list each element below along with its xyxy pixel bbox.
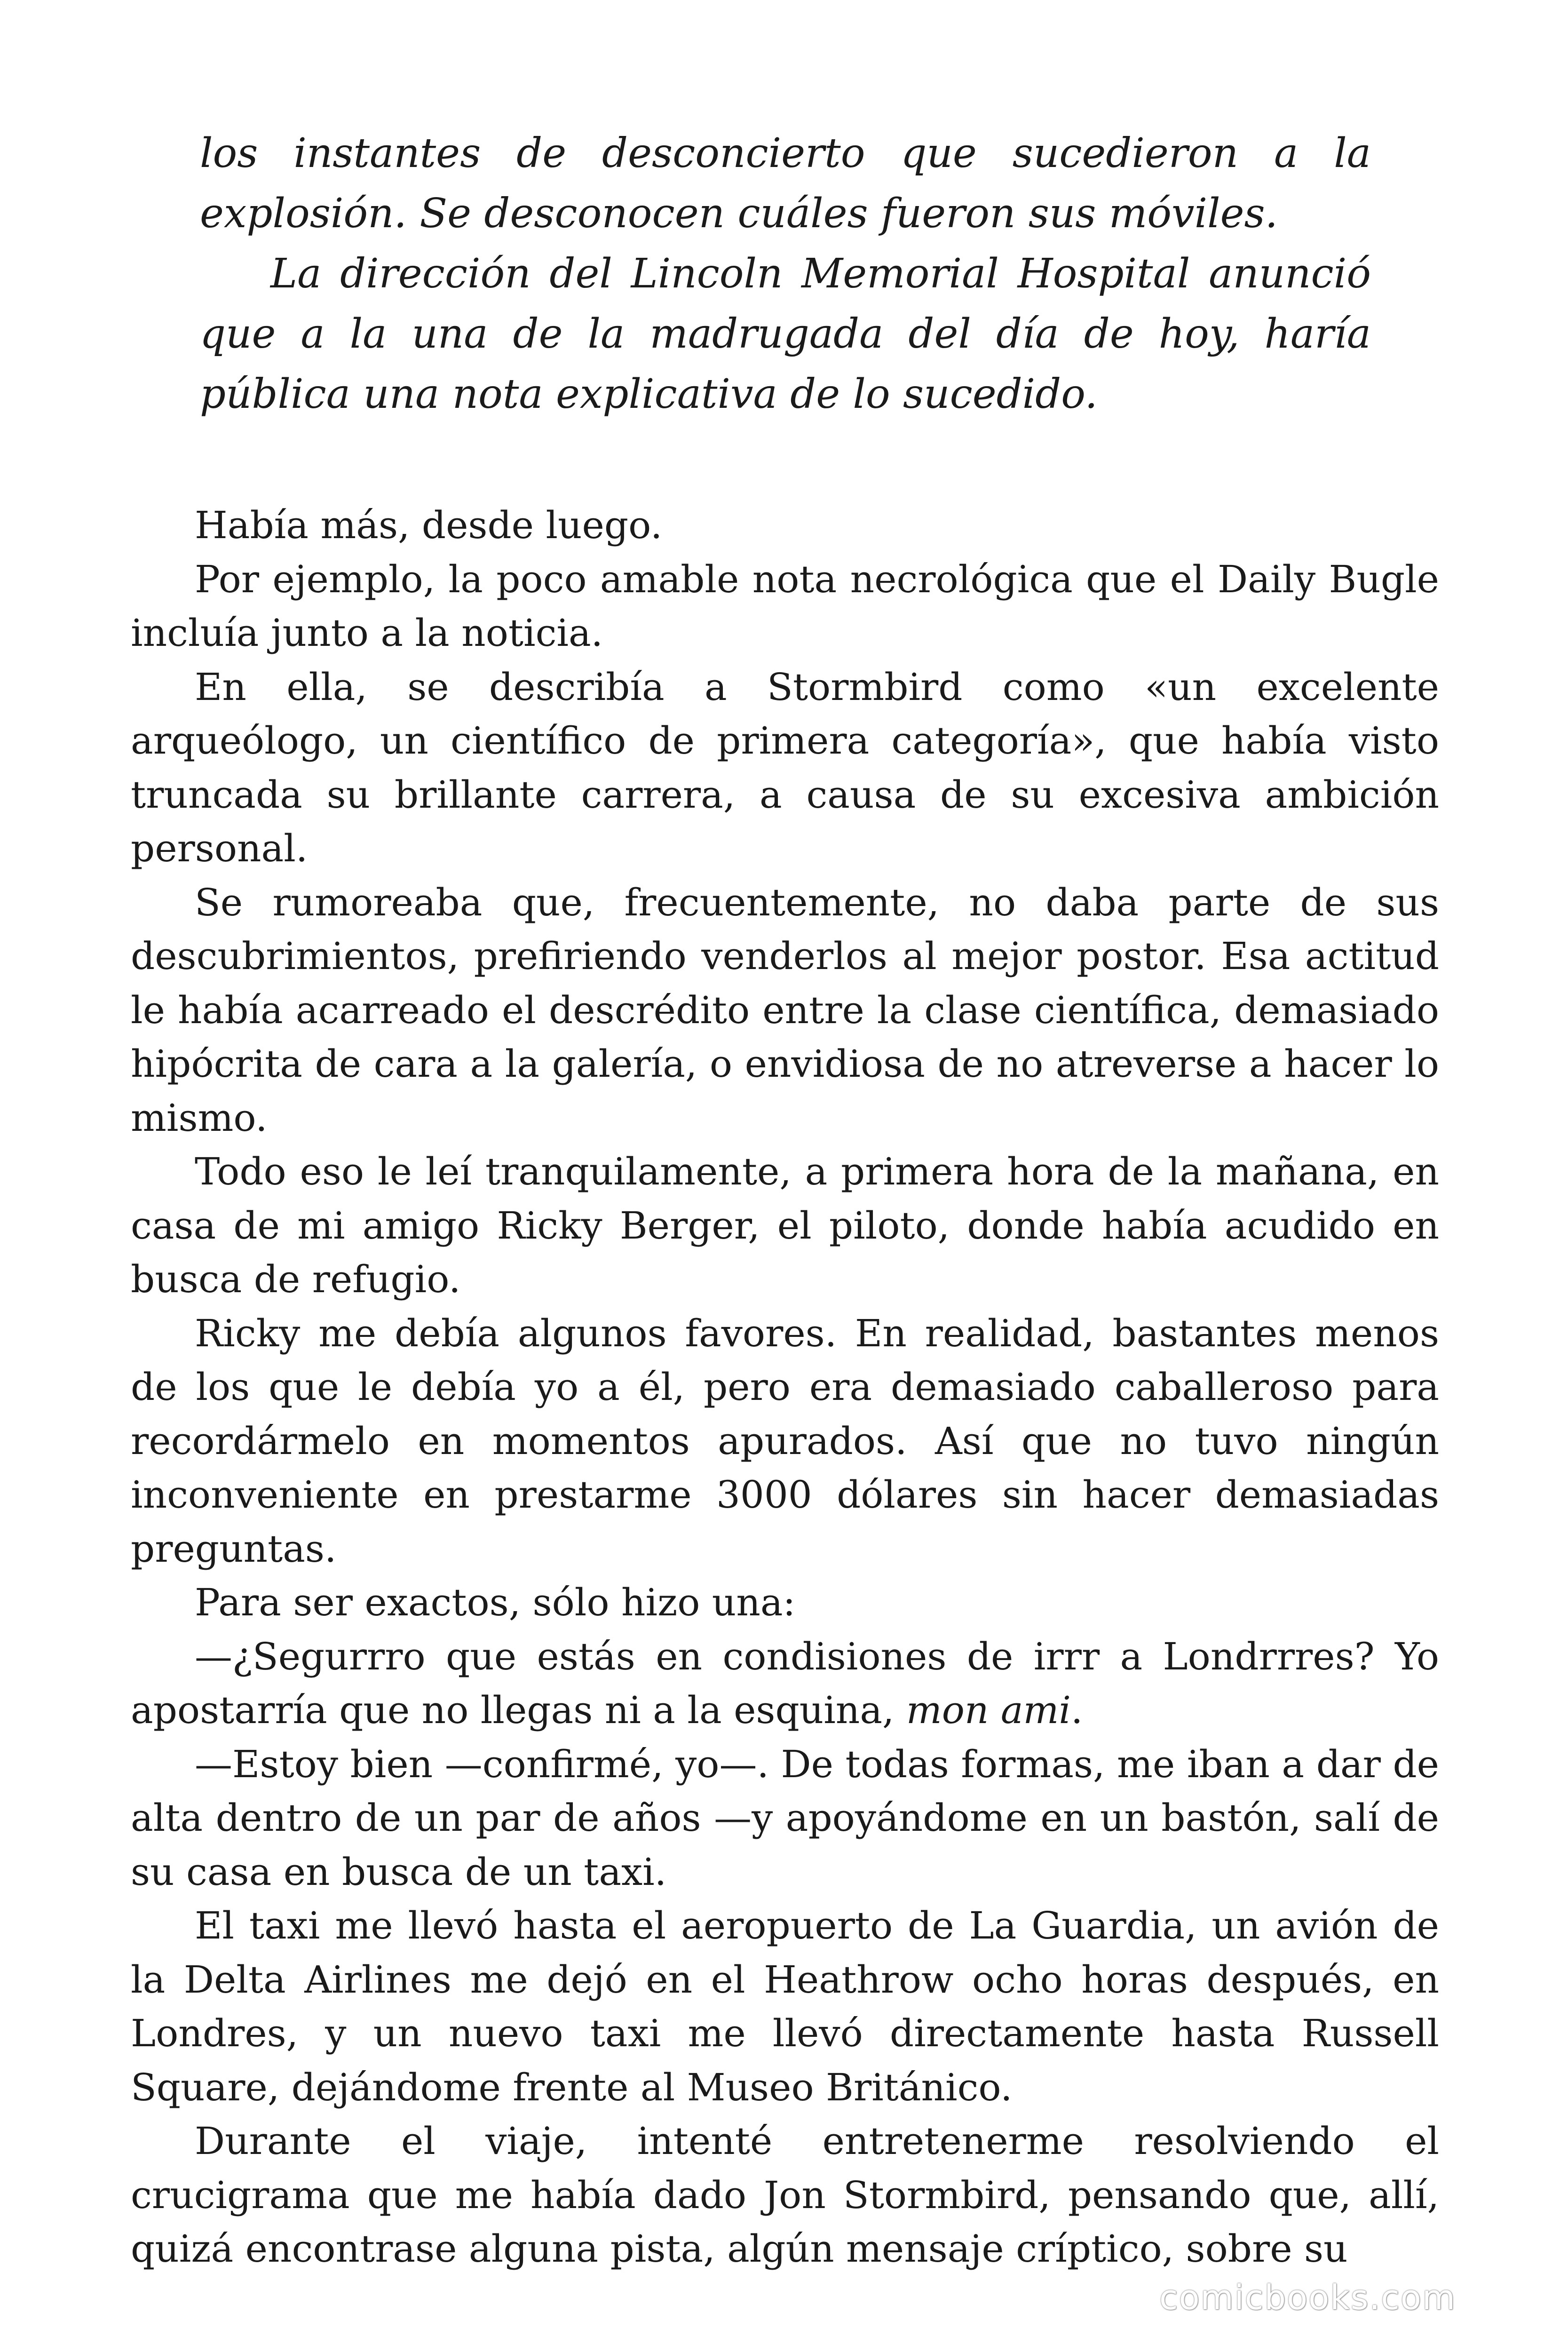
paragraph: El taxi me llevó hasta el aeropuerto de La Guardia, un avión de la Delta Airlines me dejó en el Heathrow ocho horas después, en Londres, y un nuevo taxi me llevó directamente hasta Russell Square, dejándome frente al Museo Británico. — [131, 1904, 1439, 2109]
paragraph: Ricky me debía algunos favores. En realidad, bastantes menos de los que le debía yo a él, pero era demasiado caballeroso para recordármelo en momentos apurados. Así que no tuvo ningún inconveniente en prestarme 3000 dólares sin hacer demasiadas preguntas. — [131, 1311, 1439, 1571]
italic-news-quote — [200, 123, 1371, 424]
dialogue-period: . — [1071, 1688, 1083, 1732]
paragraph: —Estoy bien —confirmé, yo—. De todas formas, me iban a dar de alta dentro de un par de años —y apoyándome en un bastón, salí de su casa en busca de un taxi. — [131, 1742, 1439, 1894]
paragraph: Para ser exactos, sólo hizo una: — [195, 1581, 796, 1624]
paragraph: Todo eso le leí tranquilamente, a primera hora de la mañana, en casa de mi amigo Ricky Berger, el piloto, donde había acudido en busca de refugio. — [131, 1150, 1439, 1301]
paragraph: Durante el viaje, intenté entretenerme resolviendo el crucigrama que me había dado Jon Stormbird, pensando que, allí, quizá encontrase alguna pista, algún mensaje críptico, sobre su — [131, 2119, 1439, 2271]
quote-paragraph: La dirección del Lincoln Memorial Hospital anunció que a la una de la madrugada del día de hoy, haría pública una nota explicativa de lo sucedido. — [200, 250, 1371, 418]
quote-paragraph: los instantes de desconcierto que sucedieron a la explosión. Se desconocen cuáles fueron sus móviles. — [200, 130, 1371, 237]
paragraph: En ella, se describía a Stormbird como «un excelente arqueólogo, un científico de primera categoría», que había visto truncada su brillante carrera, a causa de su excesiva ambición personal. — [131, 665, 1439, 870]
dialogue-paragraph — [131, 1630, 1439, 1738]
body-text — [131, 499, 1439, 2276]
paragraph: Por ejemplo, la poco amable nota necrológica que el Daily Bugle incluía junto a la noticia. — [131, 557, 1439, 655]
paragraph: Había más, desde luego. — [195, 503, 663, 547]
dialogue-italic: mon ami — [906, 1688, 1071, 1732]
dialogue-text: —¿Segurrro que estás en condisiones de irrr a Londrrres? Yo apostarría que no llegas ni a la esquina, — [131, 1634, 1439, 1732]
watermark: comicbooks.com — [1159, 2278, 1457, 2317]
paragraph: Se rumoreaba que, frecuentemente, no daba parte de sus descubrimientos, prefiriendo venderlos al mejor postor. Esa actitud le había acarreado el descrédito entre la clase científica, demasiado hipócrita de cara a la galería, o envidiosa de no atreverse a hacer lo mismo. — [131, 880, 1439, 1140]
